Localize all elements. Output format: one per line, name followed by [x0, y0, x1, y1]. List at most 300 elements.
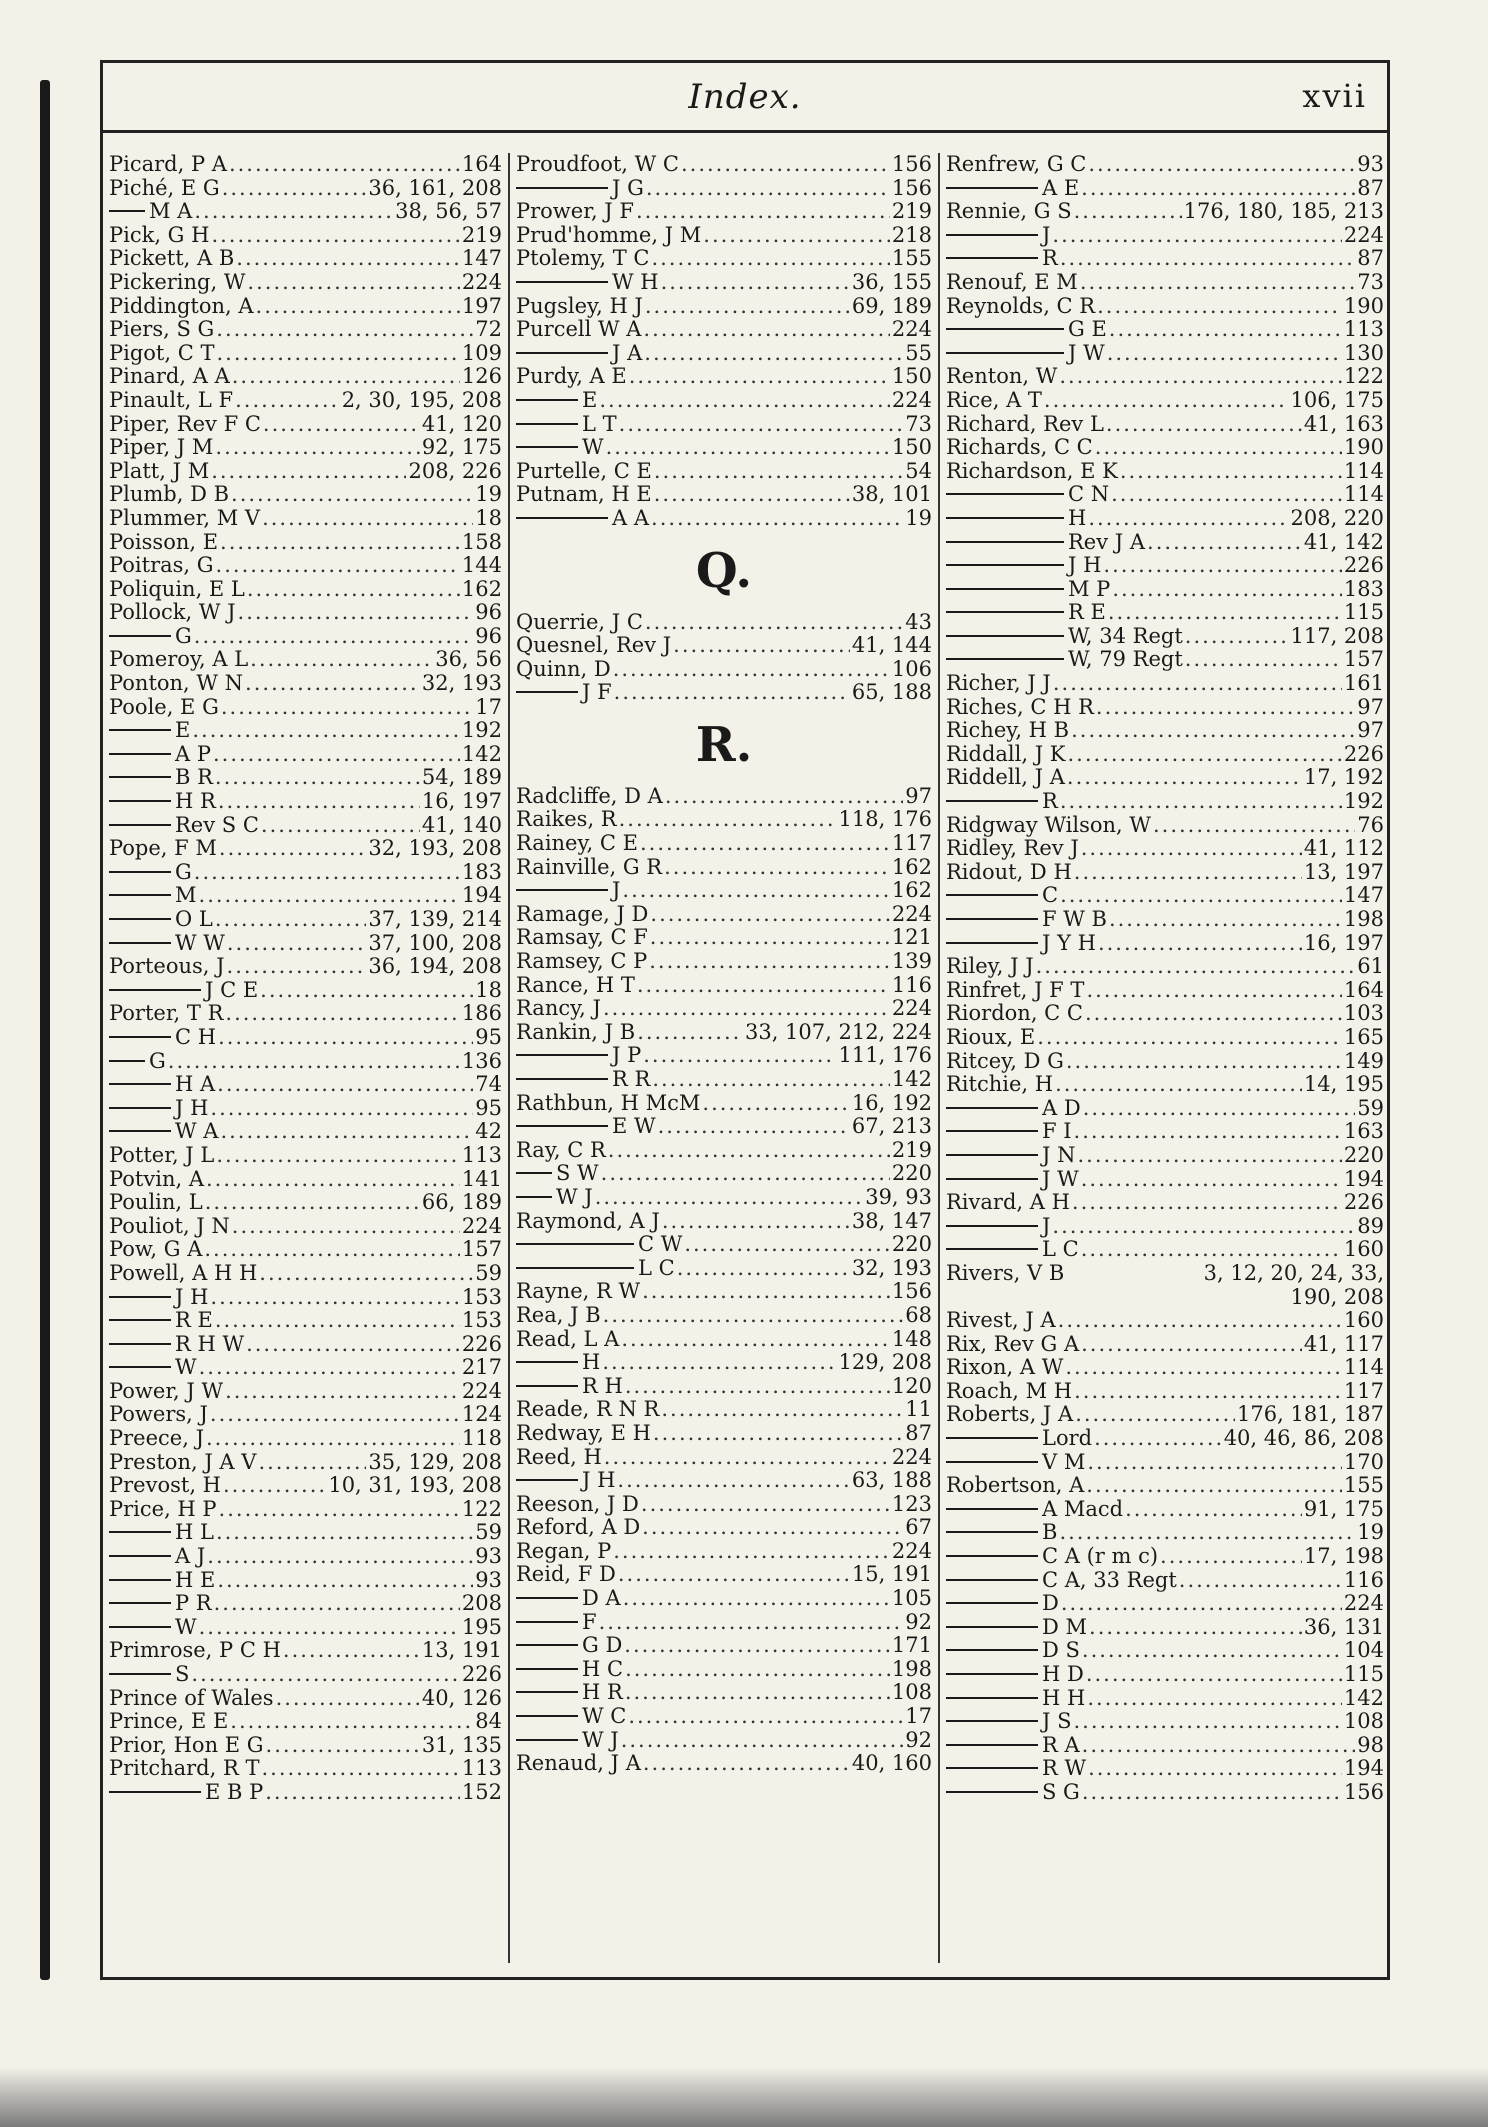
entry-pages: 160 [1343, 1238, 1384, 1262]
index-entry [946, 601, 1384, 625]
leader-dots [1086, 979, 1341, 1003]
entry-pages: 224 [891, 1445, 932, 1469]
ditto-rule [946, 1697, 1038, 1699]
entry-name: R W [1042, 1757, 1087, 1781]
entry-pages: 142 [891, 1068, 932, 1091]
leader-dots [617, 1469, 849, 1493]
index-entry [946, 1592, 1384, 1616]
leader-dots [1094, 1427, 1222, 1451]
leader-dots [595, 1186, 864, 1210]
entry-pages: 17, 192 [1303, 766, 1384, 790]
entry-name: G [175, 624, 192, 648]
entry-pages: 194 [461, 884, 502, 908]
entry-name: G D [582, 1634, 623, 1658]
index-entry [109, 955, 502, 979]
index-entry [109, 766, 502, 790]
entry-name: Rinfret, J F T [946, 978, 1085, 1002]
entry-pages: 36, 194, 208 [368, 955, 502, 979]
leader-dots [225, 1002, 460, 1026]
ditto-rule [109, 776, 171, 778]
entry-pages: 208, 220 [1290, 506, 1384, 530]
index-entry [946, 1498, 1384, 1522]
entry-pages: 219 [891, 200, 932, 224]
entry-pages: 156 [891, 1280, 932, 1304]
entry-pages: 19 [905, 506, 932, 530]
ditto-rule [516, 1644, 578, 1646]
entry-pages: 17, 198 [1303, 1545, 1384, 1569]
leader-dots [650, 926, 890, 950]
entry-name: H R [582, 1681, 623, 1705]
entry-pages: 120 [891, 1374, 932, 1398]
index-entry [946, 1781, 1384, 1805]
leader-dots [207, 1545, 473, 1569]
index-entry [516, 365, 932, 389]
entry-name: Prince of Wales [109, 1686, 274, 1710]
ditto-rule [946, 918, 1038, 920]
entry-name: C [1042, 884, 1059, 908]
entry-pages: 147 [461, 247, 502, 271]
ditto-rule [109, 1083, 171, 1085]
index-entry [946, 460, 1384, 484]
index-entry [516, 856, 932, 880]
entry-name: Ritchie, H [946, 1073, 1054, 1097]
index-entry [946, 1451, 1384, 1475]
leader-dots [702, 1092, 849, 1116]
entry-pages: 59 [475, 1521, 502, 1545]
leader-dots [1109, 908, 1342, 932]
entry-pages: 41, 163 [1303, 412, 1384, 436]
index-entry [516, 1398, 932, 1422]
index-entry [946, 1521, 1384, 1545]
entry-name: R E [1068, 601, 1106, 625]
ditto-rule [516, 1479, 578, 1481]
ditto-rule [109, 871, 171, 873]
entry-pages: 106 [891, 657, 932, 681]
index-entry [516, 1044, 932, 1068]
leader-dots [217, 1569, 473, 1593]
index-entry [516, 483, 932, 507]
index-entry [946, 979, 1384, 1003]
leader-dots [621, 1328, 890, 1352]
entry-name: F I [1042, 1120, 1072, 1144]
index-entry [516, 247, 932, 271]
leader-dots [649, 950, 890, 974]
index-entry [516, 342, 932, 366]
leader-dots [260, 979, 473, 1003]
index-entry [109, 1073, 502, 1097]
index-entry [109, 1451, 502, 1475]
entry-name: B [1042, 1521, 1058, 1545]
page-title: Index. [688, 77, 802, 117]
entry-pages: 171 [891, 1634, 932, 1658]
index-entry [516, 1587, 932, 1611]
entry-pages: 219 [461, 223, 502, 247]
index-entry [946, 1309, 1384, 1333]
entry-name: D [1042, 1592, 1059, 1616]
index-entry [516, 879, 932, 903]
entry-name: R H [582, 1374, 623, 1398]
entry-pages: 15, 191 [851, 1563, 932, 1587]
index-entry [109, 1356, 502, 1380]
index-entry [946, 932, 1384, 956]
leader-dots [220, 1120, 473, 1144]
leader-dots [622, 879, 889, 903]
ditto-rule [516, 352, 608, 354]
entry-name: Robertson, A [946, 1474, 1085, 1498]
entry-name: Purdy, A E [516, 365, 627, 389]
leader-dots [625, 1681, 890, 1705]
entry-name: Pugsley, H J [516, 294, 643, 318]
leader-dots [1055, 1073, 1302, 1097]
leader-dots [1072, 1191, 1342, 1215]
index-entry [946, 1333, 1384, 1357]
leader-dots [613, 1540, 890, 1564]
index-entry [946, 1616, 1384, 1640]
ditto-rule [946, 257, 1038, 259]
entry-pages: 92, 175 [421, 436, 502, 460]
index-entry [946, 1262, 1384, 1286]
leader-dots [1082, 1639, 1342, 1663]
ditto-rule [516, 889, 608, 891]
entry-name: E W [612, 1115, 656, 1139]
index-entry [109, 743, 502, 767]
index-entry [516, 413, 932, 437]
entry-name: C A (r m c) [1042, 1545, 1159, 1569]
entry-pages: 31, 135 [421, 1733, 502, 1757]
entry-name: Rayne, R W [516, 1280, 641, 1304]
leader-dots [236, 247, 460, 271]
index-entry [946, 625, 1384, 649]
entry-pages: 198 [1343, 908, 1384, 931]
index-entry [516, 1186, 932, 1210]
entry-name: Ramsay, C F [516, 926, 648, 950]
entry-pages: 116 [891, 973, 932, 997]
entry-pages: 16, 197 [421, 790, 502, 814]
leader-dots [1053, 672, 1342, 696]
entry-name: O L [175, 908, 213, 931]
entry-name: Riley, J J [946, 955, 1034, 979]
ditto-rule [516, 517, 608, 519]
index-entry [516, 460, 932, 484]
leader-dots [1109, 318, 1342, 342]
entry-pages: 183 [461, 860, 502, 884]
leader-dots [1081, 1333, 1302, 1357]
ditto-rule [946, 1130, 1038, 1132]
index-entry [109, 601, 502, 625]
leader-dots [1085, 1002, 1342, 1026]
entry-pages: 162 [461, 577, 502, 601]
entry-pages: 38, 147 [851, 1209, 932, 1233]
entry-name: Pickering, W [109, 270, 246, 294]
leader-dots [642, 1280, 890, 1304]
entry-pages: 226 [461, 1663, 502, 1686]
leader-dots [642, 1516, 903, 1540]
leader-dots [599, 1611, 904, 1635]
index-entry [109, 531, 502, 555]
index-entry [109, 1710, 502, 1734]
index-entry [516, 1681, 932, 1705]
entry-name: Renouf, E M [946, 270, 1078, 294]
entry-pages: 16, 197 [1303, 931, 1384, 955]
ditto-rule [946, 611, 1064, 613]
leader-dots [1088, 153, 1355, 177]
entry-name: Renaud, J A [516, 1752, 641, 1776]
index-entry [109, 1097, 502, 1121]
entry-pages: 160 [1343, 1309, 1384, 1333]
entry-pages: 208 [461, 1592, 502, 1616]
leader-dots [229, 153, 460, 177]
entry-pages: 161 [1343, 672, 1384, 696]
leader-dots [1068, 743, 1342, 767]
leader-dots [1081, 177, 1355, 201]
leader-dots [1160, 1545, 1302, 1569]
entry-name: W J [582, 1728, 619, 1752]
index-entry [946, 955, 1384, 979]
ditto-rule [946, 1744, 1038, 1746]
index-entry [109, 1734, 502, 1758]
entry-name: Proudfoot, W C [516, 153, 679, 176]
entry-name: Rainey, C E [516, 832, 638, 856]
entry-pages: 156 [891, 176, 932, 200]
index-entry [109, 247, 502, 271]
index-entry [109, 1191, 502, 1215]
entry-name: Quinn, D [516, 657, 611, 681]
index-entry [946, 837, 1384, 861]
entry-pages: 10, 31, 193, 208 [328, 1474, 502, 1498]
entry-pages: 109 [461, 341, 502, 365]
entry-name: R E [175, 1309, 213, 1333]
leader-dots [604, 1446, 890, 1470]
leader-dots [1125, 1498, 1302, 1522]
entry-name: J P [612, 1044, 642, 1068]
entry-name: Riddall, J K [946, 742, 1066, 766]
entry-name: Richey, H B [946, 719, 1070, 743]
leader-dots [199, 884, 460, 908]
index-entry [946, 1026, 1384, 1050]
leader-dots [603, 1304, 904, 1328]
entry-name: A A [612, 506, 650, 530]
leader-dots [1080, 271, 1355, 295]
ditto-rule [946, 1107, 1038, 1109]
ditto-rule [516, 1668, 578, 1670]
index-entry [516, 1634, 932, 1658]
leader-dots [1185, 648, 1342, 672]
index-entry [516, 1092, 932, 1116]
entry-pages: 37, 139, 214 [368, 908, 502, 931]
entry-name: J A [612, 341, 643, 365]
entry-pages: 155 [891, 247, 932, 271]
entry-pages: 84 [475, 1710, 502, 1734]
index-entry [946, 177, 1384, 201]
entry-name: Porter, T R [109, 1002, 224, 1026]
leader-dots [1081, 837, 1302, 861]
entry-name: Powers, J [109, 1403, 208, 1427]
entry-name: M P [1068, 577, 1111, 601]
ditto-rule [109, 1130, 171, 1132]
index-entry [109, 365, 502, 389]
entry-pages: 226 [461, 1332, 502, 1356]
index-entry [516, 1162, 932, 1186]
entry-name: J [1042, 1214, 1051, 1238]
entry-pages: 113 [461, 1757, 502, 1781]
ditto-rule [946, 1178, 1038, 1180]
entry-pages: 37, 100, 208 [368, 931, 502, 955]
leader-dots [261, 1757, 459, 1781]
leader-dots [215, 1309, 460, 1333]
entry-name: W C [582, 1705, 627, 1729]
entry-pages: 129, 208 [838, 1351, 932, 1375]
entry-name: Prevost, H [109, 1474, 221, 1498]
entry-name: J H [175, 1285, 209, 1309]
entry-name: Renton, W [946, 365, 1058, 389]
index-entry [109, 1403, 502, 1427]
ditto-rule [946, 187, 1038, 189]
leader-dots [216, 1144, 460, 1168]
index-entry [516, 1658, 932, 1682]
leader-dots [259, 1262, 473, 1286]
entry-name: Poisson, E [109, 530, 219, 554]
leader-dots [637, 974, 890, 998]
index-entry [516, 1257, 932, 1281]
entry-name: Preston, J A V [109, 1450, 257, 1474]
entry-pages: 114 [1343, 459, 1384, 483]
leader-dots [651, 247, 889, 271]
index-entry [109, 413, 502, 437]
leader-dots [1103, 554, 1341, 578]
entry-name: S W [556, 1162, 599, 1186]
index-entry [516, 1139, 932, 1163]
index-entry [946, 531, 1384, 555]
leader-dots [1111, 483, 1342, 507]
entry-pages: 190 [1343, 436, 1384, 460]
entry-pages: 141 [461, 1167, 502, 1191]
ditto-rule [946, 1720, 1038, 1722]
index-entry [946, 743, 1384, 767]
leader-dots [276, 1687, 420, 1711]
ditto-rule [516, 446, 578, 448]
entry-name: Ritcey, D G [946, 1049, 1064, 1073]
index-entry [109, 1002, 502, 1026]
leader-dots [1106, 413, 1302, 437]
entry-pages: 111, 176 [838, 1044, 932, 1068]
index-entry [109, 177, 502, 201]
entry-pages: 33, 107, 212, 224 [744, 1020, 932, 1044]
index-entry [109, 1427, 502, 1451]
leader-dots [250, 648, 433, 672]
entry-name: H H [1042, 1686, 1086, 1710]
leader-dots [211, 460, 406, 484]
section-heading: Q. [695, 542, 753, 599]
entry-name: Riordon, C C [946, 1002, 1083, 1026]
book-binding-edge [40, 80, 50, 1980]
ditto-rule [946, 1649, 1038, 1651]
leader-dots [1088, 507, 1288, 531]
entry-pages: 69, 189 [851, 294, 932, 318]
entry-name: Prince, E E [109, 1710, 229, 1734]
ditto-rule [109, 753, 171, 755]
index-entry [109, 200, 502, 224]
entry-pages: 224 [1343, 223, 1384, 247]
leader-dots [214, 1592, 460, 1616]
entry-pages: 61 [1357, 955, 1384, 979]
entry-pages: 190 [1343, 294, 1384, 318]
entry-name: Pollock, W J [109, 601, 236, 625]
entry-name: Rice, A T [946, 388, 1042, 412]
entry-pages: 224 [891, 997, 932, 1021]
entry-pages: 108 [891, 1681, 932, 1705]
ditto-rule [946, 1555, 1038, 1557]
entry-name: W [175, 1615, 197, 1639]
leader-dots [640, 832, 890, 856]
leader-dots [210, 1403, 460, 1427]
entry-name: A D [1042, 1096, 1081, 1120]
entry-pages: 14, 195 [1303, 1073, 1384, 1097]
leader-dots [194, 200, 393, 224]
entry-pages: 32, 193, 208 [368, 837, 502, 861]
leader-dots [227, 932, 367, 956]
index-entry [109, 483, 502, 507]
entry-pages: 117, 208 [1290, 624, 1384, 648]
entry-name: Powell, A H H [109, 1261, 258, 1285]
entry-name: R A [1042, 1733, 1080, 1757]
index-entry [946, 507, 1384, 531]
entry-pages: 219 [891, 1138, 932, 1162]
leader-dots [599, 389, 890, 413]
leader-dots [1074, 861, 1302, 885]
index-entry [516, 681, 932, 705]
index-entry [516, 1705, 932, 1729]
index-entry [109, 1757, 502, 1781]
leader-dots [1098, 932, 1302, 956]
entry-name: Poliquin, E L [109, 577, 245, 601]
index-entry [516, 436, 932, 460]
entry-name: H L [175, 1521, 214, 1545]
index-entry [946, 224, 1384, 248]
entry-name: Rivest, J A [946, 1309, 1056, 1333]
ditto-rule [946, 588, 1064, 590]
leader-dots [684, 1233, 890, 1257]
entry-pages: 63, 188 [851, 1469, 932, 1493]
entry-pages: 164 [461, 153, 502, 176]
leader-dots [194, 625, 473, 649]
ditto-rule [946, 1791, 1038, 1793]
entry-pages: 91, 175 [1303, 1497, 1384, 1521]
entry-name: M [175, 884, 197, 908]
entry-pages: 170 [1343, 1450, 1384, 1474]
entry-pages: 38, 101 [851, 483, 932, 507]
entry-pages: 139 [891, 950, 932, 974]
index-entry [946, 1380, 1384, 1404]
index-entry [946, 1168, 1384, 1192]
leader-dots [210, 1097, 473, 1121]
entry-pages: 220 [891, 1162, 932, 1186]
entry-name: Piddington, A [109, 294, 254, 318]
ditto-rule [946, 541, 1064, 543]
index-entry [516, 1446, 932, 1470]
entry-name: Raikes, R [516, 808, 617, 832]
index-page [100, 60, 1390, 1980]
leader-dots [654, 460, 903, 484]
entry-pages: 156 [1343, 1780, 1384, 1804]
entry-name: W W [175, 931, 225, 955]
entry-name: A J [175, 1545, 206, 1569]
entry-pages: 3, 12, 20, 24, 33, [1203, 1261, 1384, 1285]
leader-dots [625, 1658, 890, 1682]
index-entry [109, 1592, 502, 1616]
leader-dots [283, 1639, 420, 1663]
entry-name: Richard, Rev L [946, 412, 1104, 436]
leader-dots [1083, 1097, 1356, 1121]
